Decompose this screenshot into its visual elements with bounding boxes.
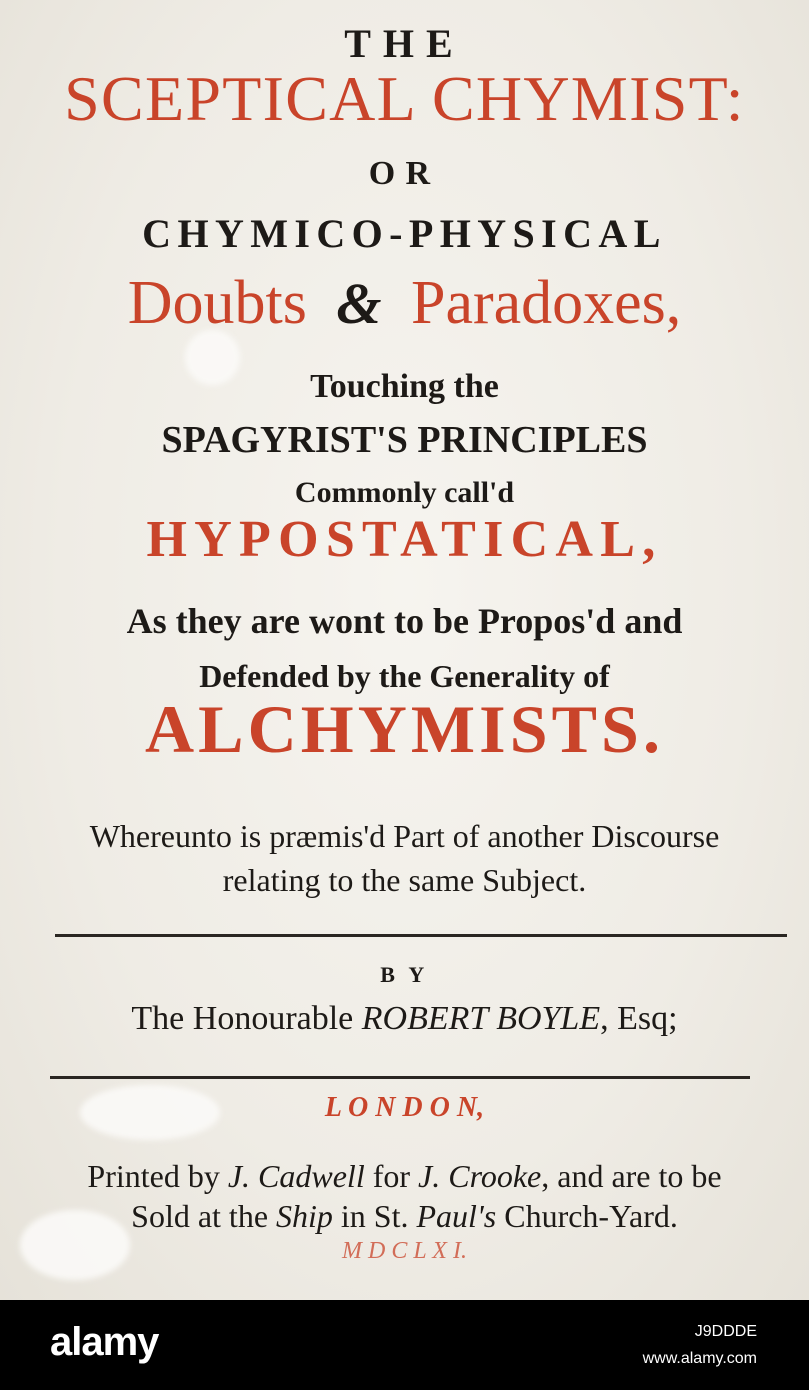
- watermark-url: www.alamy.com: [642, 1350, 757, 1367]
- top-rule: [55, 934, 787, 937]
- watermark-footer: [0, 1300, 809, 1390]
- pauls-word: Paul's: [416, 1198, 497, 1234]
- alamy-logo: alamy: [50, 1320, 159, 1364]
- ampersand: &: [336, 271, 382, 336]
- alchymists-line: ALCHYMISTS.: [144, 691, 665, 767]
- author-name: ROBERT BOYLE: [361, 1000, 601, 1037]
- author-line: [0, 1000, 809, 1038]
- printed-by-line: [0, 1158, 809, 1195]
- or-line: OR: [368, 155, 441, 192]
- whereunto-line: Whereunto is præmis'd Part of another Discourse: [89, 818, 720, 854]
- bookseller-name: J. Crooke: [418, 1158, 542, 1194]
- ship-word: Ship: [276, 1198, 333, 1234]
- year-line: M D C L X I.: [342, 1238, 467, 1264]
- sold-at-line: [0, 1198, 809, 1235]
- london-line: L O N D O N,: [324, 1092, 485, 1123]
- touching-line: Touching the: [310, 368, 499, 405]
- principles-line: SPAGYRIST'S PRINCIPLES: [161, 419, 648, 461]
- commonly-line: Commonly call'd: [294, 476, 515, 509]
- author-suffix: , Esq;: [600, 1000, 678, 1037]
- sold-at: Sold at the: [131, 1198, 269, 1234]
- church-yard: Church-Yard.: [504, 1198, 678, 1234]
- printed-by: Printed by: [87, 1158, 220, 1194]
- bottom-rule: [50, 1076, 750, 1079]
- as-they-line: As they are wont to be Propos'd and: [126, 601, 683, 641]
- by-line: B Y: [380, 962, 429, 987]
- hypostatical-line: HYPOSTATICAL,: [146, 511, 663, 568]
- paradoxes-word: Paradoxes,: [410, 269, 682, 337]
- author-prefix: The Honourable: [131, 1000, 354, 1037]
- the-line: THE: [344, 21, 465, 66]
- doubts-paradoxes-line: [0, 268, 809, 339]
- and-are: , and are to be: [541, 1158, 722, 1194]
- relating-line: relating to the same Subject.: [222, 862, 587, 898]
- for-word: for: [372, 1158, 411, 1194]
- printer-name: J. Cadwell: [227, 1158, 365, 1194]
- doubts-word: Doubts: [127, 269, 307, 337]
- in-st: in St.: [340, 1198, 409, 1234]
- defended-line: Defended by the Generality of: [199, 658, 610, 694]
- subtitle-line: CHYMICO-PHYSICAL: [142, 211, 667, 256]
- main-title: SCEPTICAL CHYMIST:: [64, 63, 745, 134]
- image-code: J9DDDE: [694, 1323, 757, 1340]
